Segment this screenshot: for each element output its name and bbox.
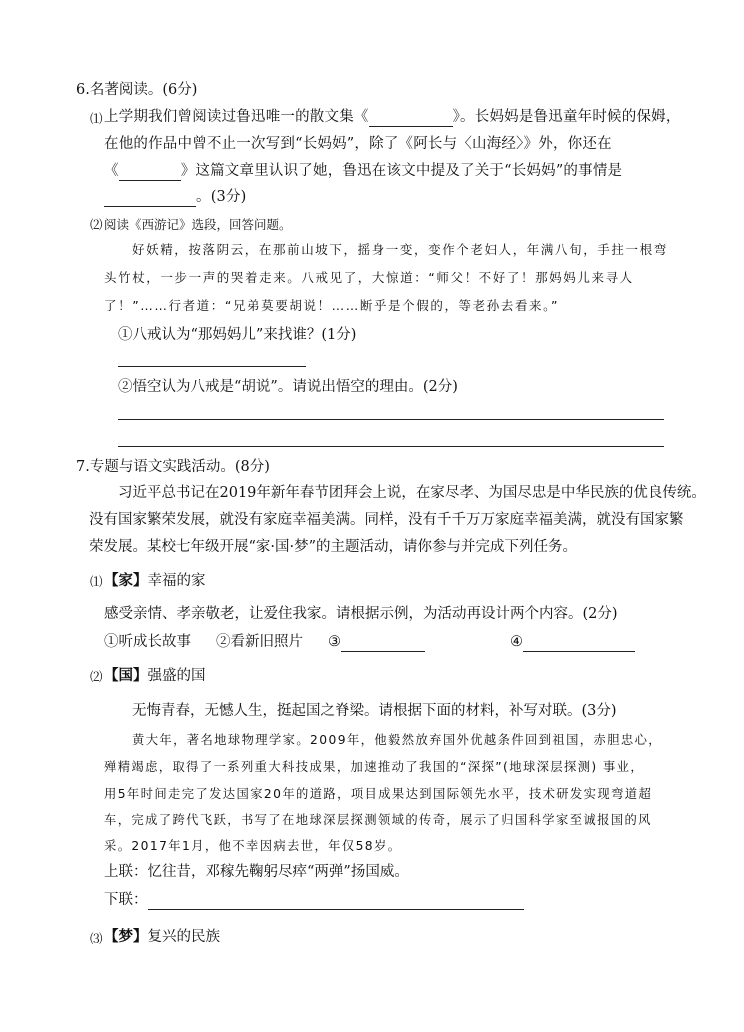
material-line1: 黄大年，著名地球物理学家。2009年，他毅然放弃国外优越条件回到祖国，赤胆忠心， <box>132 733 662 747</box>
material-line2: 殚精竭虑，取得了一系列重大科技成果，加速推动了我国的“深探”(地球深层探测) 事业， <box>104 760 645 774</box>
q7-intro-line3: 荣发展。某校七年级开展“家·国·梦”的主题活动，请你参与并完成下列任务。 <box>89 539 578 555</box>
activity-item3 <box>328 632 425 652</box>
answer-line-sub1[interactable] <box>118 366 306 367</box>
q7-part1-tag: 【家】 <box>104 572 148 589</box>
q6-part1-line3-end: 》这篇文章里认识了她，鲁迅在该文中提及了关于“长妈妈”的事情是 <box>180 163 623 179</box>
excerpt-line1: 好妖精，按落阴云，在那前山坡下，摇身一变，变作个老妇人，年满八旬，手拄一根弯 <box>132 242 668 257</box>
q6-part2-title: 阅读《西游记》选段，回答问题。 <box>104 217 292 232</box>
q7-part3-heading <box>104 927 220 947</box>
activity-item4-blank[interactable] <box>523 636 635 652</box>
q7-part3-number: ⑶ <box>90 931 103 946</box>
activity-item2: ②看新旧照片 <box>216 634 303 650</box>
q6-part1-line3-start: 《 <box>104 163 119 179</box>
q6-part1-line2: 在他的作品中曾不止一次写到“长妈妈”，除了《阿长与〈山海经〉》外，你还在 <box>104 136 612 152</box>
q6-part2-number: ⑵ <box>90 217 103 232</box>
q7-part3-title: 复兴的民族 <box>147 929 220 945</box>
q6-part1-number: ⑴ <box>90 111 103 126</box>
couplet-lower-blank[interactable] <box>148 894 524 910</box>
material-line4: 车，完成了跨代飞跃，书写了在地球深层探测领域的传奇，展示了归国科学家至诚报国的风 <box>104 813 652 827</box>
couplet-upper: 上联：忆往昔，邓稼先鞠躬尽瘁“两弹”扬国威。 <box>104 864 409 880</box>
anthology-blank[interactable] <box>369 111 453 127</box>
q6-part1-line3 <box>104 161 622 181</box>
q6-part1-line1-start: 上学期我们曾阅读过鲁迅唯一的散文集《 <box>104 109 369 125</box>
q7-intro-line1: 习近平总书记在2019年新年春节团拜会上说，在家尽孝、为国尽忠是中华民族的优良传统。 <box>118 485 706 501</box>
activity-item4-label: ④ <box>510 634 523 650</box>
q7-part1-heading <box>104 571 206 591</box>
activity-item3-label: ③ <box>328 634 341 650</box>
couplet-lower-label: 下联： <box>104 892 148 908</box>
q7-part2-desc: 无悔青春，无憾人生，挺起国之脊梁。请根据下面的材料，补写对联。(3分) <box>132 703 617 719</box>
q6-part1-line4-end: 。(3分) <box>196 189 247 205</box>
couplet-lower <box>104 890 524 910</box>
excerpt-line3: 了！”……行者道：“兄弟莫要胡说！……断乎是个假的，等老孙去看来。” <box>104 298 560 313</box>
q7-part2-heading <box>104 666 206 686</box>
q7-part2-title: 强盛的国 <box>147 668 206 684</box>
q6-sub1: ①八戒认为“那妈妈儿”来找谁？(1分) <box>118 327 357 343</box>
q6-sub2: ②悟空认为八戒是“胡说”。请说出悟空的理由。(2分) <box>118 379 458 395</box>
answer-line-sub2b[interactable] <box>118 446 664 447</box>
q6-title: 6.名著阅读。(6分) <box>76 82 198 98</box>
material-line5: 采。2017年1月，他不幸因病去世，年仅58岁。 <box>104 839 402 853</box>
q7-part2-number: ⑵ <box>90 669 103 684</box>
activity-item3-blank[interactable] <box>341 636 425 652</box>
article-blank[interactable] <box>119 165 181 181</box>
q6-part1-line1 <box>104 107 681 127</box>
q7-part1-title: 幸福的家 <box>147 573 206 589</box>
answer-line-sub2a[interactable] <box>118 419 664 420</box>
q6-part1-line4 <box>104 187 247 207</box>
material-line3: 用5年时间走完了发达国家20年的道路，项目成果达到国际领先水平，技术研发实现弯道超 <box>104 787 653 801</box>
q7-part1-desc: 感受亲情、孝亲敬老，让爱住我家。请根据示例，为活动再设计两个内容。(2分) <box>104 606 618 622</box>
q7-part1-number: ⑴ <box>90 574 103 589</box>
activity-item1: ①听成长故事 <box>104 634 191 650</box>
q7-intro-line2: 没有国家繁荣发展，就没有家庭幸福美满。同样，没有千千万万家庭幸福美满，就没有国家繁 <box>89 512 684 528</box>
q7-part3-tag: 【梦】 <box>104 928 148 945</box>
q7-part2-tag: 【国】 <box>104 667 148 684</box>
q6-part1-line1-end: 》。长妈妈是鲁迅童年时候的保姆， <box>452 109 681 125</box>
q7-title: 7.专题与语文实践活动。(8分) <box>76 459 270 475</box>
activity-item4 <box>510 632 635 652</box>
excerpt-line2: 头竹杖，一步一声的哭着走来。八戒见了，大惊道：“师父！不好了！那妈妈儿来寻人 <box>104 270 634 285</box>
story-blank[interactable] <box>104 191 196 207</box>
